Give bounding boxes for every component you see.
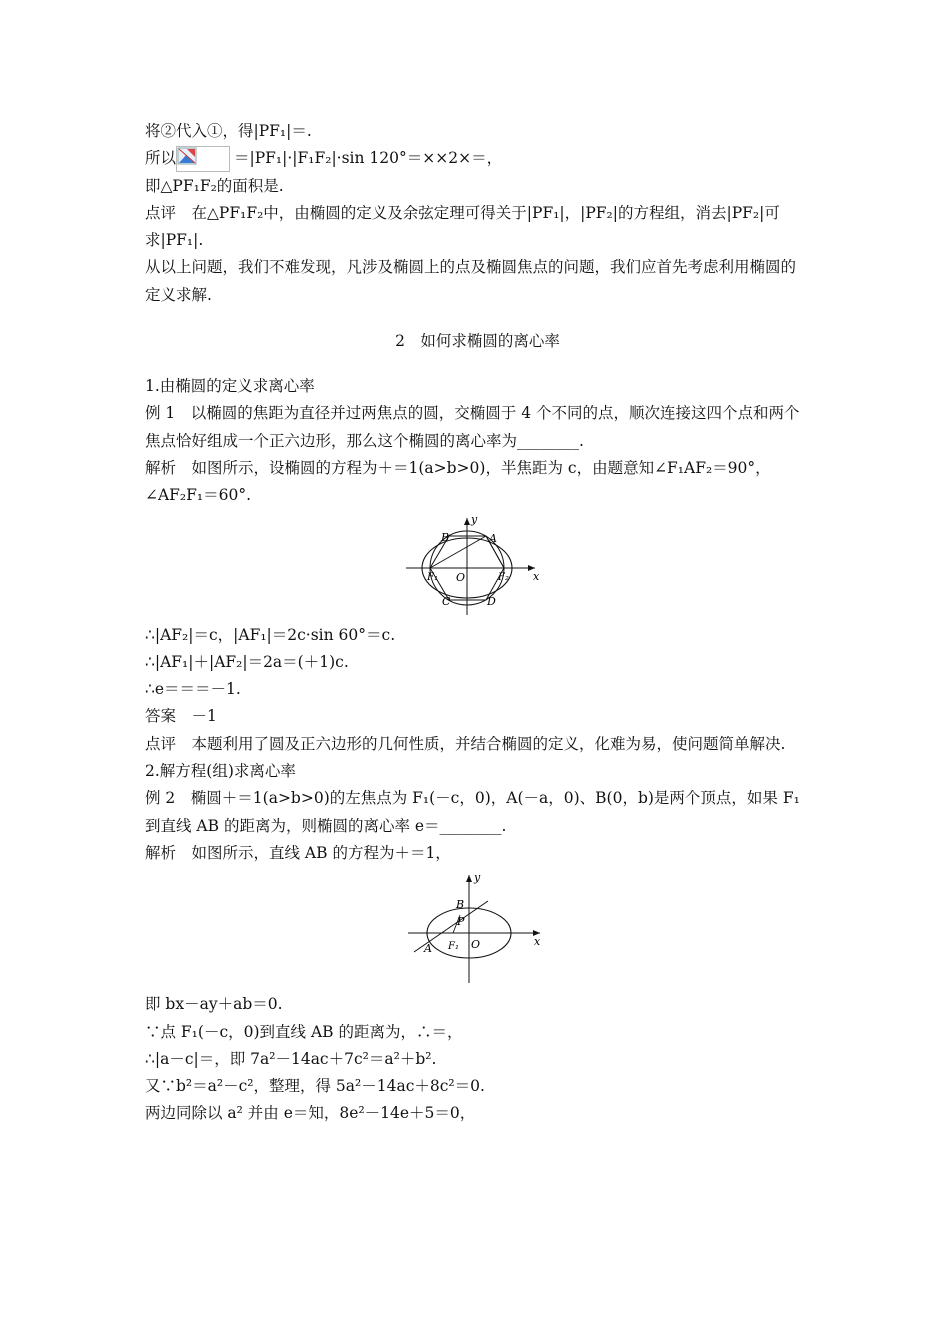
- fig1-label-y: y: [470, 515, 477, 526]
- analysis-1: 解析 如图所示，设椭圆的方程为＋＝1(a>b>0)，半焦距为 c，由题意知∠F₁AF₂＝90°，∠AF₂F₁＝60°.: [145, 458, 771, 505]
- step-line: ∴|a－c|＝，即 7a²－14ac＋7c²＝a²＋b².: [145, 1049, 437, 1068]
- answer-line: 答案 －1: [145, 707, 217, 726]
- fig2-label-f1: F₁: [447, 941, 459, 953]
- step-line: ∴|AF₁|＋|AF₂|＝2a＝(＋1)c.: [145, 652, 349, 671]
- section-title: 2 如何求椭圆的离心率: [395, 332, 560, 351]
- fig1-label-d: D: [486, 594, 496, 608]
- summary-paragraph: 从以上问题，我们不难发现，凡涉及椭圆上的点及椭圆焦点的问题，我们应首先考虑利用椭圆的定义求解.: [145, 258, 797, 304]
- step-line: 两边同除以 a² 并由 e＝知，8e²－14e＋5＝0，: [145, 1104, 476, 1123]
- step-line: ∴|AF₂|＝c，|AF₁|＝2c·sin 60°＝c.: [145, 625, 396, 644]
- fig2-label-p: P: [456, 915, 464, 929]
- fig1-label-f2: F₂: [497, 571, 509, 583]
- text-line-area: [145, 145, 810, 172]
- part1-heading: 1.由椭圆的定义求离心率: [145, 377, 315, 396]
- ellipse-hexagon-figure: [403, 516, 553, 616]
- area-formula: ＝|PF₁|·|F₁F₂|·sin 120°＝××2×＝，: [234, 149, 503, 168]
- fig1-label-o: O: [455, 570, 465, 584]
- example-2: 例 2 椭圆＋＝1(a>b>0)的左焦点为 F₁(－c，0)，A(－a，0)、B(0，b)是两个顶点，如果 F₁到直线 AB 的距离为，则椭圆的离心率 e＝________.: [145, 789, 800, 835]
- step-line: 即 bx－ay＋ab＝0.: [145, 995, 283, 1014]
- ellipse-line-figure: [408, 873, 548, 985]
- analysis-2: 解析 如图所示，直线 AB 的方程为＋＝1，: [145, 843, 451, 862]
- fig1-label-f1: F₁: [426, 571, 438, 583]
- fig2-label-a: A: [423, 942, 432, 956]
- fig2-label-y: y: [473, 873, 480, 885]
- fig2-label-o: O: [470, 938, 480, 952]
- comment-1: 点评 本题利用了圆及正六边形的几何性质，并结合椭圆的定义，化难为易，使问题简单解决.: [145, 734, 786, 753]
- fig1-label-b: B: [440, 530, 449, 544]
- text-line: 将②代入①，得|PF₁|＝.: [145, 122, 312, 140]
- text-line: 即△PF₁F₂的面积是.: [145, 176, 284, 195]
- part2-heading: 2.解方程(组)求离心率: [145, 762, 296, 781]
- fig2-label-b: B: [455, 898, 464, 912]
- fig1-label-a: A: [488, 531, 497, 545]
- so-prefix: 所以: [145, 149, 177, 168]
- fig1-label-c: C: [441, 594, 450, 608]
- step-line: ∴e＝＝＝－1.: [145, 680, 241, 699]
- fig1-label-x: x: [532, 569, 539, 583]
- fig2-label-x: x: [533, 935, 540, 949]
- step-line: 又∵b²＝a²－c²，整理，得 5a²－14ac＋8c²＝0.: [145, 1077, 485, 1096]
- broken-image-icon: [176, 146, 230, 172]
- example-1: 例 1 以椭圆的焦距为直径并过两焦点的圆，交椭圆于 4 个不同的点，顺次连接这四个点和两个焦点恰好组成一个正六边形，那么这个椭圆的离心率为________.: [145, 404, 800, 450]
- step-line: ∵点 F₁(－c，0)到直线 AB 的距离为，∴＝，: [145, 1022, 463, 1041]
- document-body: [145, 118, 810, 1128]
- comment-paragraph: 点评 在△PF₁F₂中，由椭圆的定义及余弦定理可得关于|PF₁|，|PF₂|的方程组，消去|PF₂|可求|PF₁|.: [145, 203, 780, 250]
